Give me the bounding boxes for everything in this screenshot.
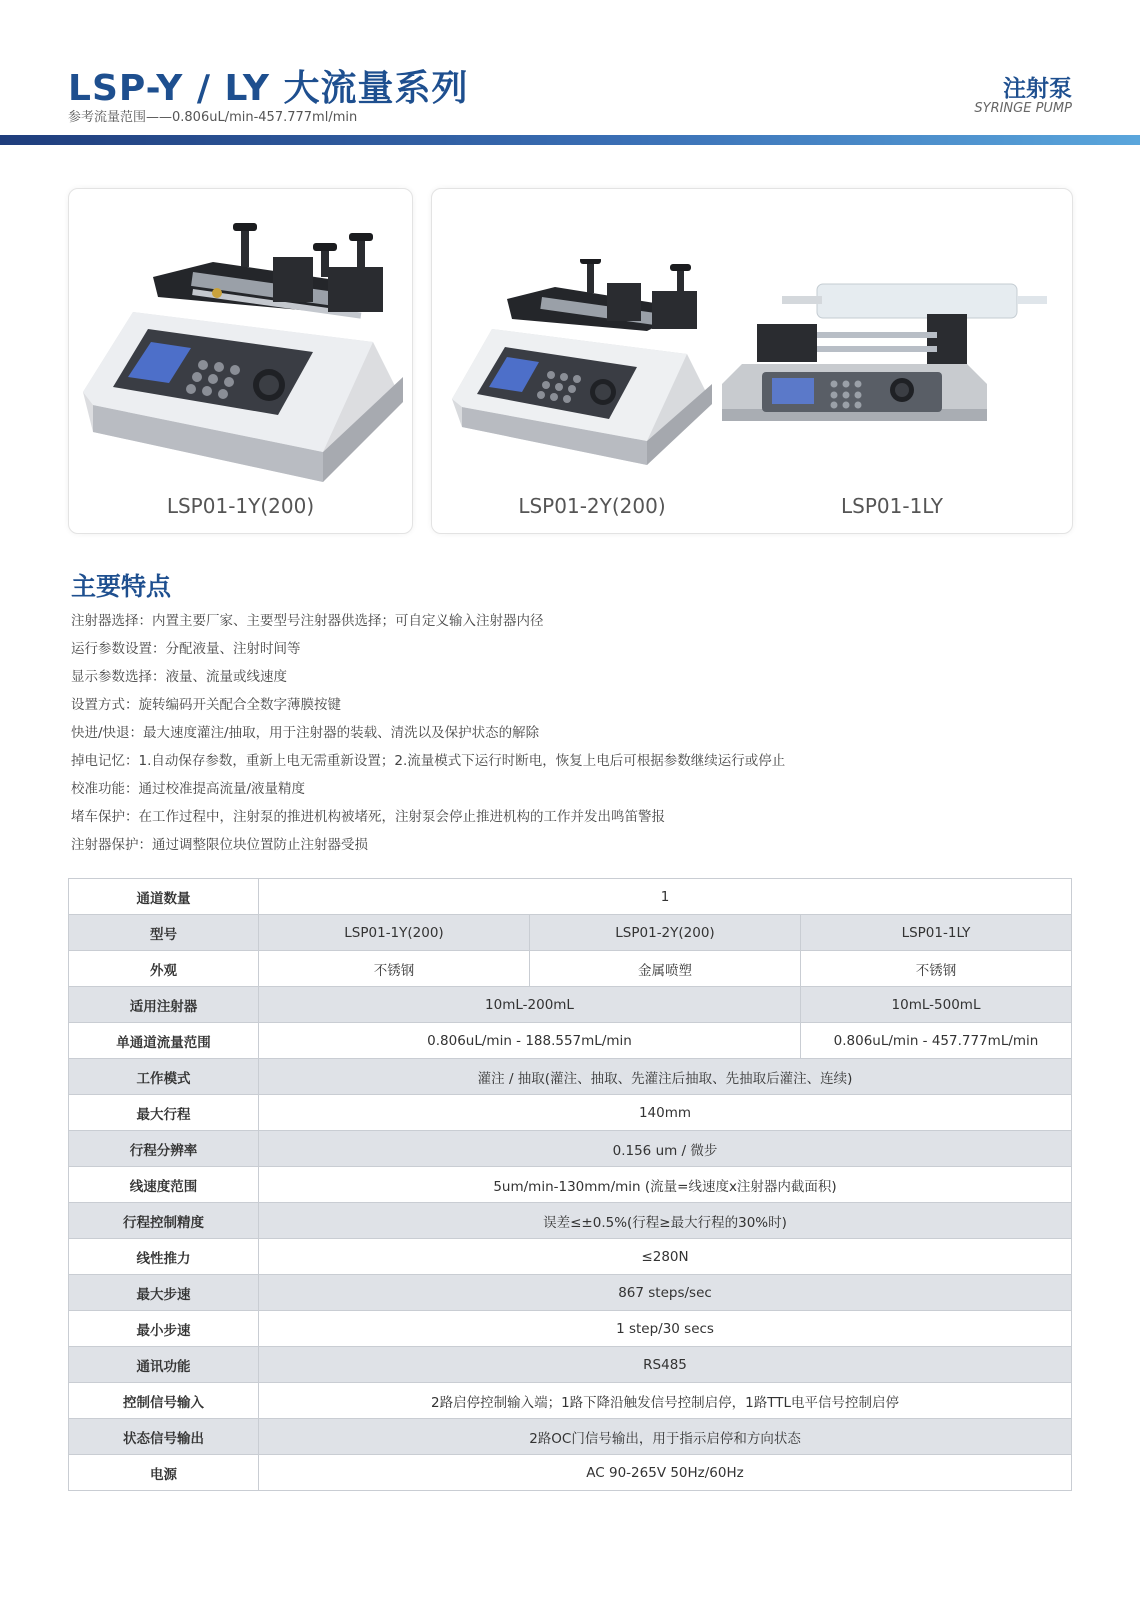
syringe-pump-white-dual-image	[447, 259, 712, 465]
product-label-1: LSP01-1Y(200)	[166, 494, 315, 518]
row-header: 通道数量	[69, 879, 259, 915]
table-row	[69, 1023, 1072, 1059]
product-card-pair	[431, 188, 1073, 534]
table-cell: 0.806uL/min - 188.557mL/min	[259, 1023, 801, 1059]
table-row	[69, 1167, 1072, 1203]
row-header: 电源	[69, 1455, 259, 1491]
syringe-pump-steel-large-image	[722, 274, 1062, 434]
table-cell: 2路启停控制输入端；1路下降沿触发信号控制启停，1路TTL电平信号控制启停	[259, 1383, 1072, 1419]
page-title: LSP-Y / LY 大流量系列	[68, 68, 469, 109]
table-row	[69, 879, 1072, 915]
syringe-pump-white-single-image	[73, 217, 409, 483]
table-row	[69, 1347, 1072, 1383]
row-header: 外观	[69, 951, 259, 987]
feature-item: 设置方式：旋转编码开关配合全数字薄膜按键	[71, 697, 341, 713]
table-cell: 867 steps/sec	[259, 1275, 1072, 1311]
product-card-single	[68, 188, 413, 534]
row-header: 最大步速	[69, 1275, 259, 1311]
header-gradient-band	[0, 135, 1140, 145]
table-cell: 金属喷塑	[530, 951, 801, 987]
category-title-en: SYRINGE PUMP	[974, 101, 1072, 116]
table-cell: AC 90-265V 50Hz/60Hz	[259, 1455, 1072, 1491]
table-cell: LSP01-1LY	[801, 915, 1072, 951]
row-header: 线速度范围	[69, 1167, 259, 1203]
table-cell: 1	[259, 879, 1072, 915]
row-header: 状态信号输出	[69, 1419, 259, 1455]
table-row	[69, 1203, 1072, 1239]
table-row	[69, 1455, 1072, 1491]
table-cell: 0.806uL/min - 457.777mL/min	[801, 1023, 1072, 1059]
table-cell: 140mm	[259, 1095, 1072, 1131]
row-header: 行程控制精度	[69, 1203, 259, 1239]
row-header: 通讯功能	[69, 1347, 259, 1383]
spec-table	[68, 878, 1072, 1491]
flow-range-subtitle: 参考流量范围——0.806uL/min-457.777ml/min	[68, 110, 358, 125]
table-row	[69, 951, 1072, 987]
feature-item: 注射器保护：通过调整限位块位置防止注射器受损	[71, 837, 368, 853]
row-header: 工作模式	[69, 1059, 259, 1095]
row-header: 控制信号输入	[69, 1383, 259, 1419]
row-header: 型号	[69, 915, 259, 951]
table-cell: 1 step/30 secs	[259, 1311, 1072, 1347]
feature-item: 注射器选择：内置主要厂家、主要型号注射器供选择；可自定义输入注射器内径	[71, 613, 544, 629]
product-label-3: LSP01-1LY	[841, 494, 943, 518]
feature-item: 校准功能：通过校准提高流量/液量精度	[71, 781, 306, 797]
table-row	[69, 987, 1072, 1023]
features-title: 主要特点	[71, 572, 172, 601]
table-row	[69, 1059, 1072, 1095]
row-header: 单通道流量范围	[69, 1023, 259, 1059]
table-cell: 10mL-500mL	[801, 987, 1072, 1023]
table-row	[69, 915, 1072, 951]
product-label-2: LSP01-2Y(200)	[518, 494, 666, 518]
row-header: 线性推力	[69, 1239, 259, 1275]
table-cell: 2路OC门信号输出，用于指示启停和方向状态	[259, 1419, 1072, 1455]
category-title-cn: 注射泵	[1003, 76, 1072, 102]
feature-item: 堵车保护：在工作过程中，注射泵的推进机构被堵死，注射泵会停止推进机构的工作并发出鸣笛警报	[71, 809, 665, 825]
table-row	[69, 1239, 1072, 1275]
row-header: 最小步速	[69, 1311, 259, 1347]
table-cell: 灌注 / 抽取(灌注、抽取、先灌注后抽取、先抽取后灌注、连续)	[259, 1059, 1072, 1095]
table-cell: 误差≤±0.5%(行程≥最大行程的30%时)	[259, 1203, 1072, 1239]
table-cell: 不锈钢	[259, 951, 530, 987]
table-row	[69, 1095, 1072, 1131]
row-header: 最大行程	[69, 1095, 259, 1131]
table-row	[69, 1383, 1072, 1419]
table-row	[69, 1131, 1072, 1167]
table-cell: RS485	[259, 1347, 1072, 1383]
features-list	[71, 607, 1071, 859]
row-header: 适用注射器	[69, 987, 259, 1023]
table-row	[69, 1311, 1072, 1347]
feature-item: 运行参数设置：分配液量、注射时间等	[71, 641, 301, 657]
table-cell: 5um/min-130mm/min (流量=线速度x注射器内截面积)	[259, 1167, 1072, 1203]
table-cell: ≤280N	[259, 1239, 1072, 1275]
table-row	[69, 1419, 1072, 1455]
table-cell: LSP01-2Y(200)	[530, 915, 801, 951]
table-row	[69, 1275, 1072, 1311]
feature-item: 掉电记忆：1.自动保存参数，重新上电无需重新设置；2.流量模式下运行时断电，恢复上电后可根据参数继续运行或停止	[71, 753, 786, 769]
feature-item: 快进/快退：最大速度灌注/抽取，用于注射器的装载、清洗以及保护状态的解除	[71, 725, 540, 741]
table-cell: 不锈钢	[801, 951, 1072, 987]
row-header: 行程分辨率	[69, 1131, 259, 1167]
table-cell: 0.156 um / 微步	[259, 1131, 1072, 1167]
table-cell: LSP01-1Y(200)	[259, 915, 530, 951]
feature-item: 显示参数选择：液量、流量或线速度	[71, 669, 287, 685]
table-cell: 10mL-200mL	[259, 987, 801, 1023]
